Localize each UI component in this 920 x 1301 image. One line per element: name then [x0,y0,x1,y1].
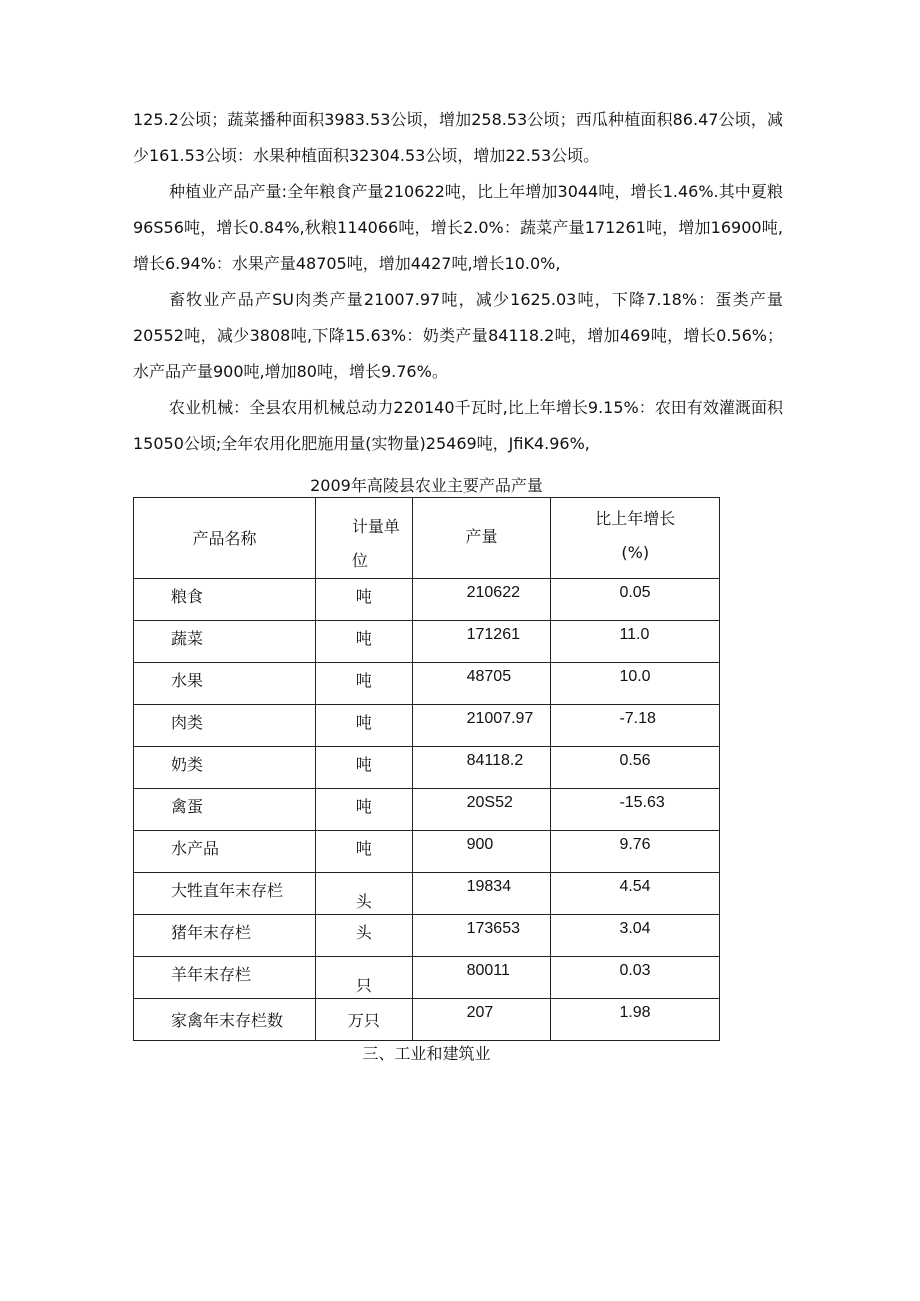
header-cell-growth [551,498,720,579]
row-unit: 头 [355,892,372,911]
row-growth: -15.63 [619,794,665,811]
row-quantity: 19834 [466,878,512,895]
table-row [134,957,720,999]
row-growth: 0.05 [619,584,651,601]
agri-output-table [133,497,720,1041]
row-growth: 4.54 [619,878,651,895]
row-growth: 0.56 [619,752,651,769]
section-heading: 三、工业和建筑业 [362,1044,491,1063]
row-unit: 吨 [355,713,372,732]
paragraph-planting-area: 125.2公顷；蔬菜播种面积3983.53公顷，增加258.53公顷；西瓜种植面积86.47公顷，减少161.53公顷：水果种植面积32304.53公顷，增加22.53公顷。 [133,110,783,165]
row-unit: 吨 [355,629,372,648]
row-unit: 只 [355,976,372,995]
row-unit: 吨 [355,797,372,816]
header-growth: 比上年增长 [595,509,676,528]
row-growth: 3.04 [619,920,651,937]
paragraph-agri-machinery: 农业机械：全县农用机械总动力220140千瓦时,比上年增长9.15%：农田有效灌溉面积15050公顷;全年农用化肥施用量(实物量)25469吨，JfiK4.96%, [133,398,783,453]
row-unit: 吨 [355,587,372,606]
header-quantity: 产量 [465,527,498,546]
row-quantity: 48705 [466,668,512,685]
row-name: 猪年末存栏 [171,923,252,942]
table-row [134,747,720,789]
row-quantity: 207 [466,1004,494,1021]
header-growth-unit: (%) [621,543,650,562]
row-unit: 吨 [355,671,372,690]
row-quantity: 900 [466,836,494,853]
row-quantity: 80011 [466,962,510,979]
row-name: 水果 [171,671,204,690]
row-growth: 11.0 [619,626,650,643]
row-name: 蔬菜 [171,629,204,648]
row-quantity: 84118.2 [466,752,524,769]
row-name: 粮食 [171,587,204,606]
row-name: 奶类 [171,755,204,774]
header-name: 产品名称 [192,529,257,548]
row-name: 水产品 [171,839,220,858]
table-row [134,789,720,831]
table-row [134,663,720,705]
header-cell-quantity [412,498,551,579]
header-cell-name [134,498,316,579]
table-row [134,579,720,621]
row-quantity: 173653 [466,920,520,937]
table-row [134,621,720,663]
row-quantity: 21007.97 [466,710,534,727]
table-row [134,915,720,957]
table-header-row [134,498,720,579]
row-growth: 10.0 [619,668,651,685]
header-unit: 计量单位 [351,517,400,570]
row-unit: 吨 [355,755,372,774]
row-name: 大牲直年末存栏 [171,881,284,900]
table-caption: 2009年高陵县农业主要产品产量 [310,476,543,495]
table-row [134,831,720,873]
header-cell-unit [315,498,412,579]
row-unit: 万只 [347,1011,380,1030]
row-unit: 吨 [355,839,372,858]
paragraph-livestock-output: 畜牧业产品产SU肉类产量21007.97吨，减少1625.03吨，下降7.18%：蛋类产量20552吨，减少3808吨,下降15.63%：奶类产量84118.2吨，增加469吨，增长0.56%；水产品产量900吨,增加80吨，增长9.76%。 [133,290,783,381]
row-unit: 头 [355,923,372,942]
row-growth: -7.18 [619,710,656,727]
row-growth: 0.03 [619,962,651,979]
row-quantity: 20S52 [466,794,513,811]
row-name: 禽蛋 [171,797,204,816]
row-quantity: 171261 [466,626,520,643]
row-name: 羊年末存栏 [171,965,252,984]
row-name: 家禽年末存栏数 [171,1011,284,1030]
paragraph-crop-output: 种植业产品产量:全年粮食产量210622吨，比上年增加3044吨，增长1.46%.其中夏粮96S56吨，增长0.84%,秋粮114066吨，增长2.0%：蔬菜产量171261吨，增加16900吨,增长6.94%：水果产量48705吨，增加4427吨,增长10.0%, [133,182,783,273]
table-row [134,999,720,1041]
table-row [134,873,720,915]
row-growth: 1.98 [619,1004,651,1021]
row-quantity: 210622 [466,584,520,601]
row-growth: 9.76 [619,836,651,853]
table-row [134,705,720,747]
row-name: 肉类 [171,713,204,732]
